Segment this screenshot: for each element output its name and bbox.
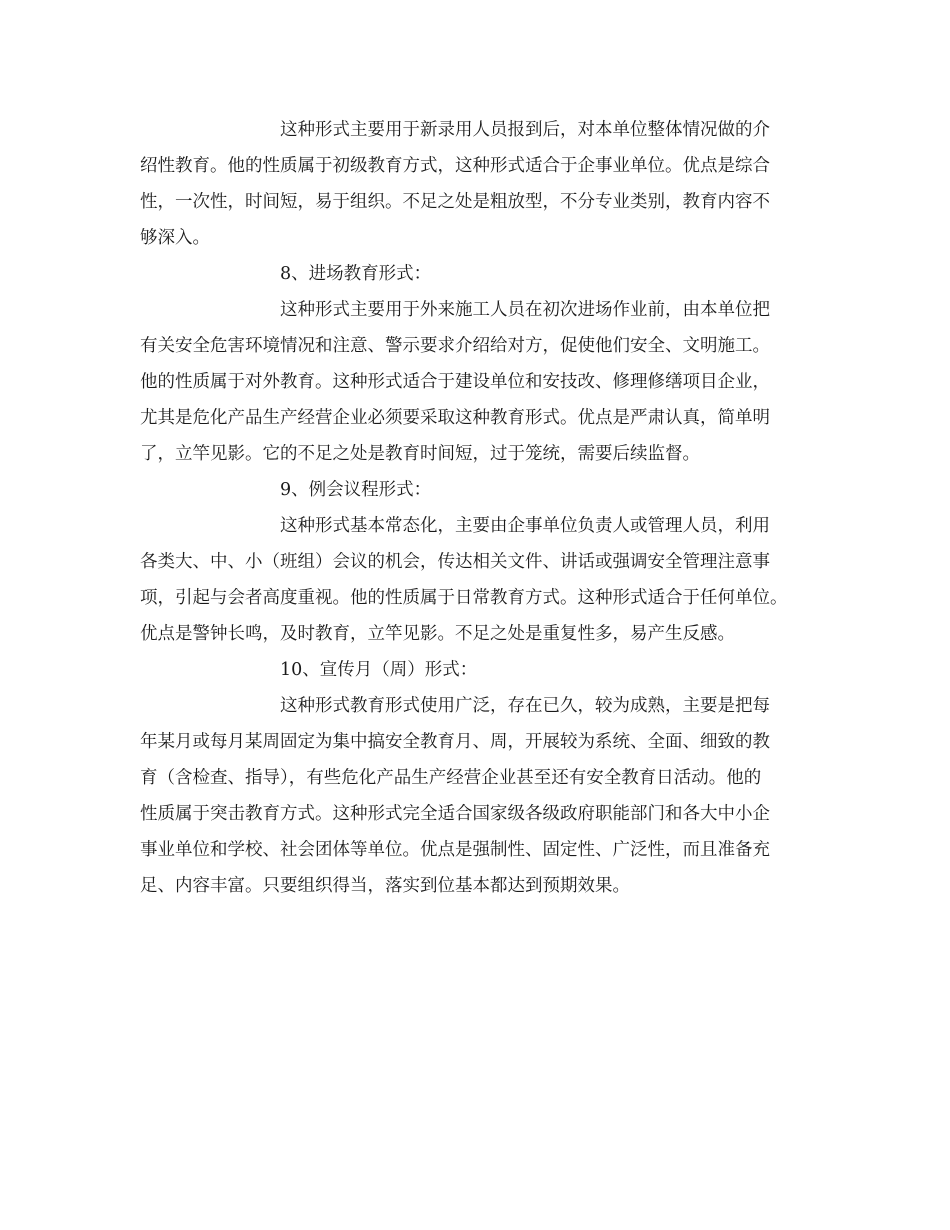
paragraph-line: 足、内容丰富。只要组织得当，落实到位基本都达到预期效果。	[140, 876, 630, 896]
paragraph-line: 性质属于突击教育方式。这种形式完全适合国家级各级政府职能部门和各大中小企	[140, 804, 770, 824]
section-heading: 9、例会议程形式：	[280, 480, 432, 500]
paragraph-line: 这种形式基本常态化，主要由企事单位负责人或管理人员，利用	[280, 516, 770, 536]
paragraph-line: 年某月或每月某周固定为集中搞安全教育月、周，开展较为系统、全面、细致的教	[140, 732, 770, 752]
paragraph-line: 了，立竿见影。它的不足之处是教育时间短，过于笼统，需要后续监督。	[140, 444, 700, 464]
paragraph-line: 这种形式主要用于外来施工人员在初次进场作业前，由本单位把	[280, 300, 770, 320]
paragraph-line: 这种形式教育形式使用广泛，存在已久，较为成熟，主要是把每	[280, 696, 770, 716]
section-heading: 8、进场教育形式：	[280, 264, 432, 284]
paragraph-line: 性，一次性，时间短，易于组织。不足之处是粗放型，不分专业类别，教育内容不	[140, 192, 770, 212]
paragraph-line: 优点是警钟长鸣，及时教育，立竿见影。不足之处是重复性多，易产生反感。	[140, 624, 735, 644]
paragraph-line: 各类大、中、小（班组）会议的机会，传达相关文件、讲话或强调安全管理注意事	[140, 552, 770, 572]
paragraph-line: 项，引起与会者高度重视。他的性质属于日常教育方式。这种形式适合于任何单位。	[140, 588, 788, 608]
paragraph-line: 这种形式主要用于新录用人员报到后，对本单位整体情况做的介	[280, 120, 770, 140]
paragraph-line: 育（含检查、指导），有些危化产品生产经营企业甚至还有安全教育日活动。他的	[140, 768, 762, 788]
paragraph-line: 他的性质属于对外教育。这种形式适合于建设单位和安技改、修理修缮项目企业，	[140, 372, 770, 392]
section-heading: 10、宣传月（周）形式：	[280, 660, 478, 680]
paragraph-line: 事业单位和学校、社会团体等单位。优点是强制性、固定性、广泛性，而且准备充	[140, 840, 770, 860]
paragraph-line: 尤其是危化产品生产经营企业必须要采取这种教育形式。优点是严肃认真，简单明	[140, 408, 770, 428]
paragraph-line: 够深入。	[140, 228, 210, 248]
paragraph-line: 绍性教育。他的性质属于初级教育方式，这种形式适合于企事业单位。优点是综合	[140, 156, 770, 176]
paragraph-line: 有关安全危害环境情况和注意、警示要求介绍给对方，促使他们安全、文明施工。	[140, 336, 770, 356]
